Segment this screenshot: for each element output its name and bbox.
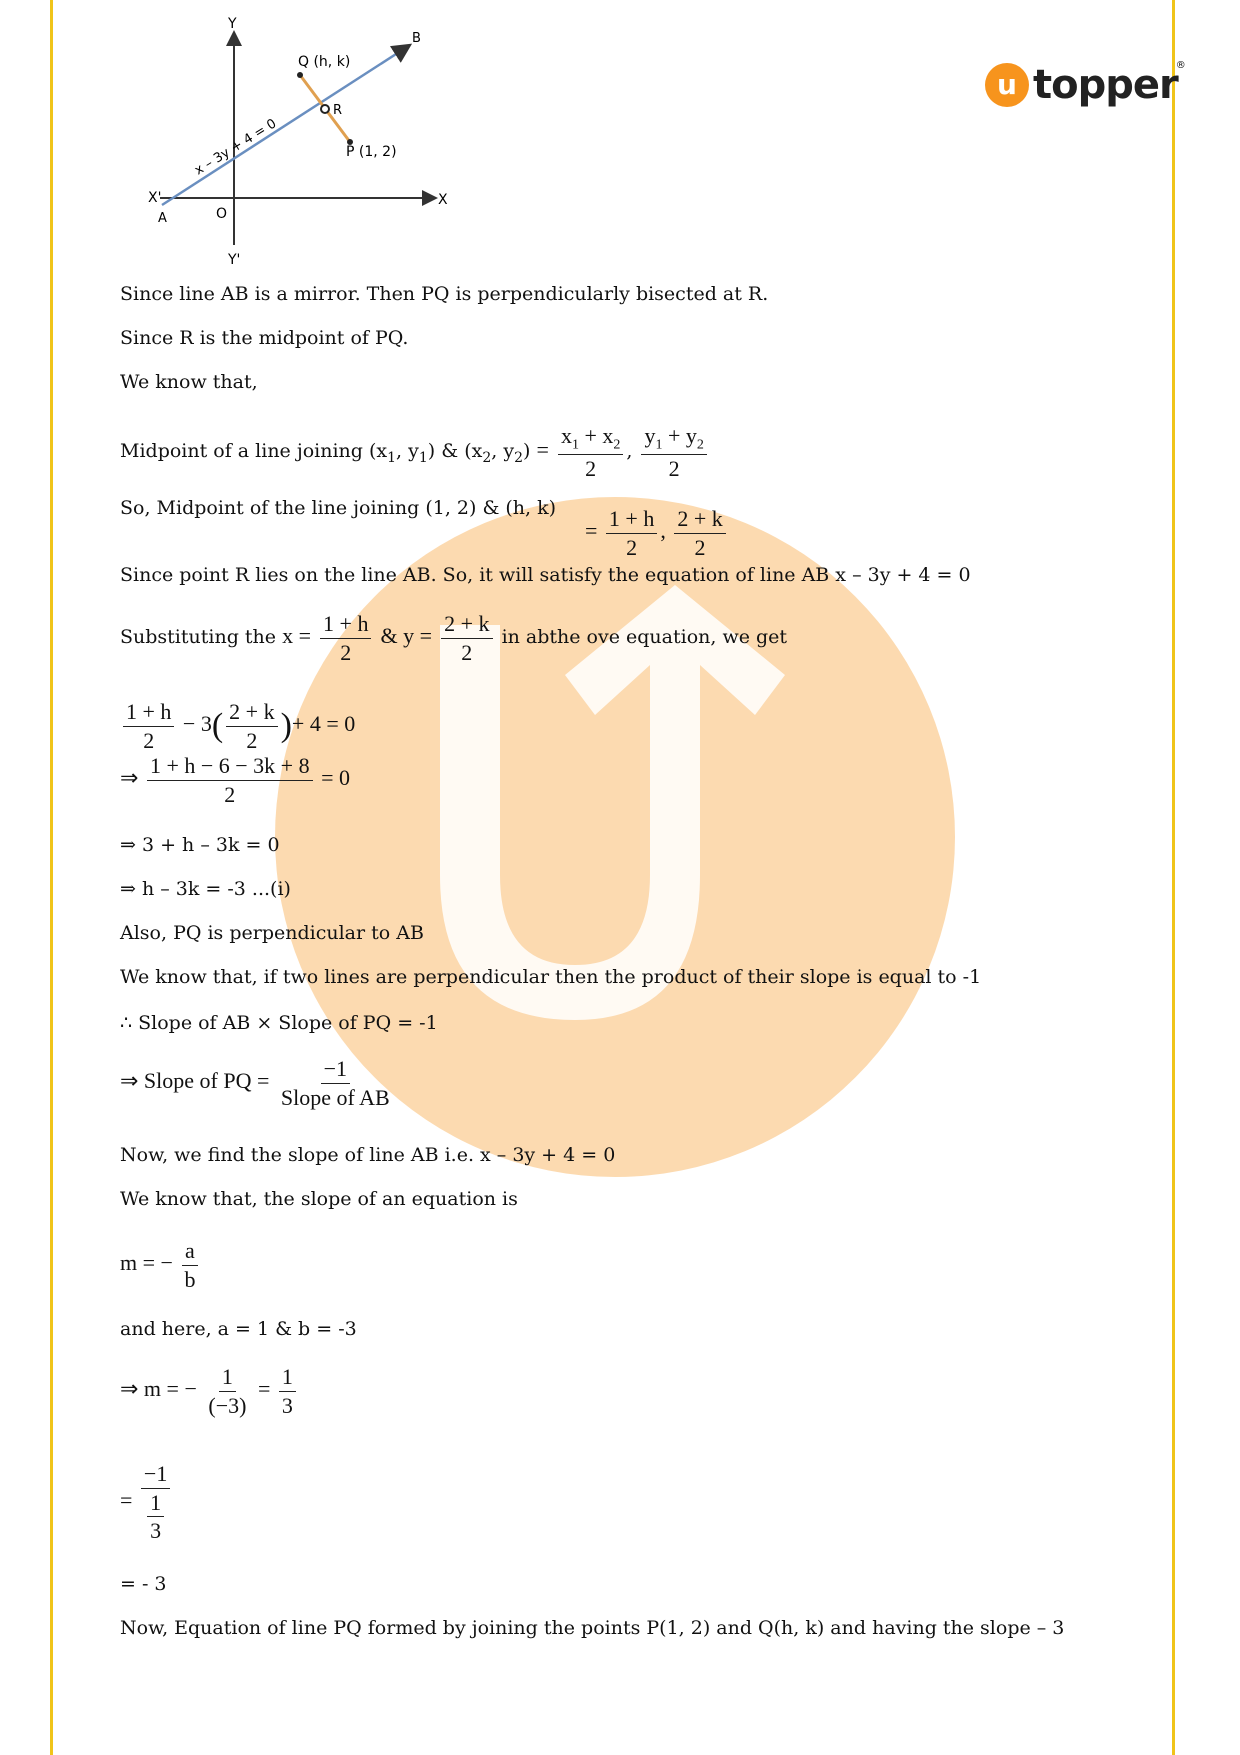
text-line-7: Substituting the x = $\frac{1 + h}{2}$ & y = $\frac{2 + k}{2}$ in abthe ove equation, we get [120,611,788,665]
text-line-10: Also, PQ is perpendicular to AB [120,922,424,944]
registered-mark: ® [1175,60,1186,71]
label-origin: O [216,206,228,222]
left-border [50,0,53,1755]
label-x-neg: X' [148,190,162,206]
geometry-diagram [140,10,480,270]
slope-formula: m = − $\frac{a}{b}$ [120,1237,201,1293]
topper-logo [985,60,1186,108]
logo-text: topper [1033,62,1178,108]
text-line-3: We know that, [120,371,258,393]
line-ab [162,45,410,205]
slope-pq-calc: = $\frac{-1}{\frac{1}{3}}$ [120,1460,173,1545]
label-x: X [438,192,448,208]
text-line-11: We know that, if two lines are perpendicular then the product of their slope is equal to -1 [120,966,982,988]
text-line-8: ⇒ 3 + h – 3k = 0 [120,834,280,856]
label-r: R [333,103,343,118]
label-y-neg: Y' [228,252,241,268]
label-q: Q (h, k) [298,54,351,70]
text-line-14: Now, we find the slope of line AB i.e. x – 3y + 4 = 0 [120,1144,616,1166]
label-line: x – 3y + 4 = 0 [192,116,280,179]
point-q-dot [297,72,303,78]
label-b: B [412,31,421,46]
right-border [1172,0,1175,1755]
text-line-12: ∴ Slope of AB × Slope of PQ = -1 [120,1012,438,1034]
text-line-15: We know that, the slope of an equation is [120,1188,518,1210]
equation-simplified: ⇒ $\frac{1 + h - 6 - 3k + 8}{2}$ = 0 [120,753,350,807]
label-p: P (1, 2) [346,144,397,160]
text-line-6: Since point R lies on the line AB. So, it will satisfy the equation of line AB x – 3y + 4 = 0 [120,564,971,586]
text-line-1: Since line AB is a mirror. Then PQ is perpendicularly bisected at R. [120,283,769,305]
text-line-20: = - 3 [120,1573,167,1595]
text-line-2: Since R is the midpoint of PQ. [120,327,409,349]
midpoint-formula: Midpoint of a line joining ($x_1$, $y_1$) & ($x_2$, $y_2$) = $\frac{x_1 + x_2}{2}$ , $\frac{y_1 + y_2}{2}$ [120,422,710,482]
text-line-17: and here, a = 1 & b = -3 [120,1318,357,1340]
text-line-5: So, Midpoint of the line joining (1, 2) & (h, k) [120,497,557,519]
equation-substituted: $\frac{1 + h}{2}$ − 3( $\frac{2 + k}{2}$ )+ 4 = 0 [120,698,355,754]
label-y: Y [228,16,237,32]
point-r-dot [321,105,329,113]
midpoint-values: = $\frac{1 + h}{2}$ , $\frac{2 + k}{2}$ [585,505,729,561]
text-line-21: Now, Equation of line PQ formed by joining the points P(1, 2) and Q(h, k) and having the slope – 3 [120,1617,1065,1639]
text-line-9: ⇒ h – 3k = -3 ...(i) [120,878,291,900]
slope-calc: ⇒ m = − $\frac{1}{(-3)}$ = $\frac{1}{3}$ [120,1363,299,1419]
slope-pq-formula: ⇒ Slope of PQ = $\frac{-1}{\text{Slope of AB}}$ [120,1056,390,1110]
label-a: A [158,211,167,226]
logo-badge-icon: u [985,63,1029,107]
